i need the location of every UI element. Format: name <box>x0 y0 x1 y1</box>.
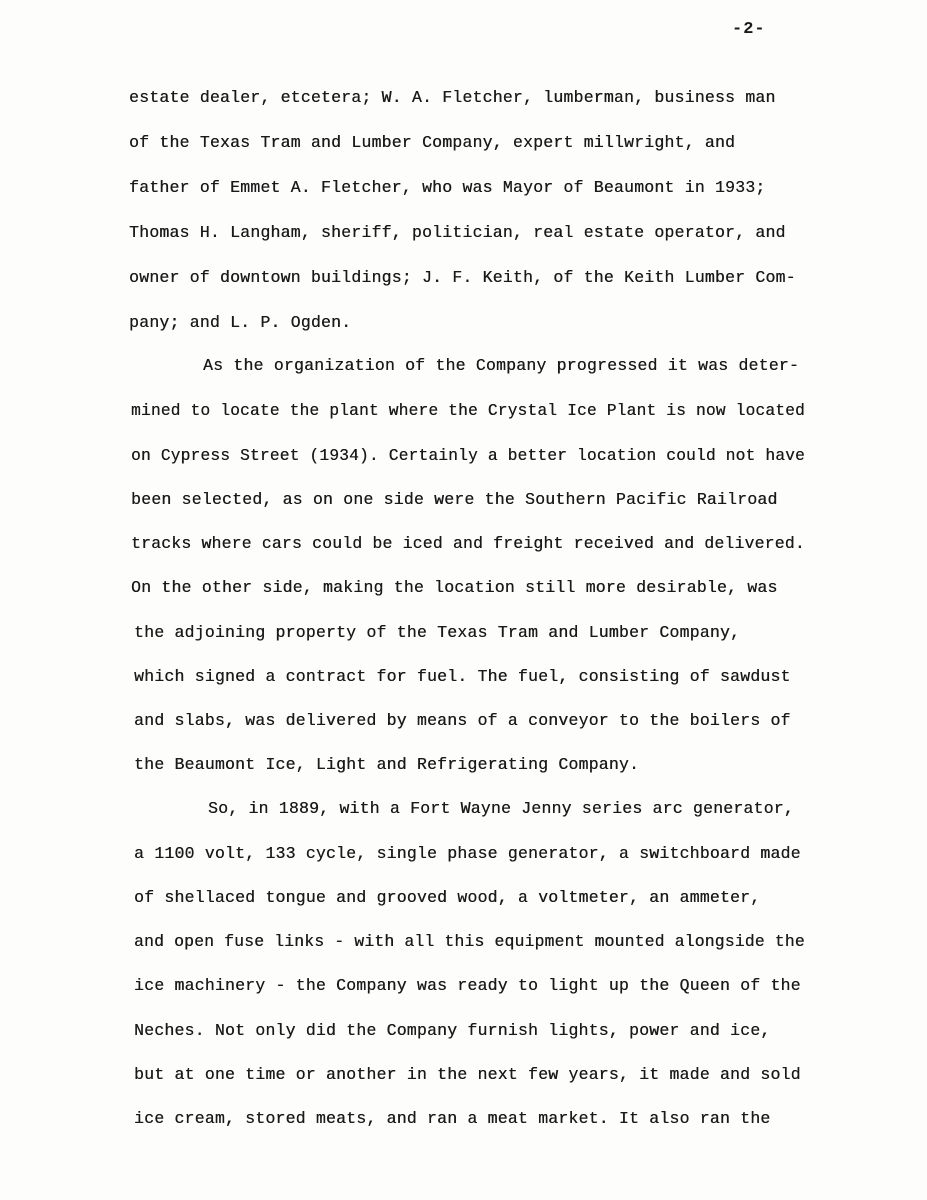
text-line: Neches. Not only did the Company furnish lights, power and ice, <box>134 1021 771 1040</box>
text-line: mined to locate the plant where the Crystal Ice Plant is now located <box>131 401 805 420</box>
page-number: -2- <box>732 20 766 39</box>
text-line: which signed a contract for fuel. The fuel, consisting of sawdust <box>134 667 791 686</box>
text-line: the adjoining property of the Texas Tram and Lumber Company, <box>134 623 741 642</box>
text-line: of the Texas Tram and Lumber Company, expert millwright, and <box>129 133 736 152</box>
text-line: So, in 1889, with a Fort Wayne Jenny series arc generator, <box>208 799 794 818</box>
text-line: owner of downtown buildings; J. F. Keith, of the Keith Lumber Com- <box>129 268 796 287</box>
text-line: the Beaumont Ice, Light and Refrigerating Company. <box>134 755 640 774</box>
text-line: ice cream, stored meats, and ran a meat market. It also ran the <box>134 1109 771 1128</box>
text-line: of shellaced tongue and grooved wood, a voltmeter, an ammeter, <box>134 888 761 907</box>
text-line: but at one time or another in the next few years, it made and sold <box>134 1065 801 1084</box>
text-line: tracks where cars could be iced and freight received and delivered. <box>131 534 805 553</box>
text-line: on Cypress Street (1934). Certainly a better location could not have <box>131 446 805 465</box>
text-line: Thomas H. Langham, sheriff, politician, real estate operator, and <box>129 223 786 242</box>
text-line: ice machinery - the Company was ready to light up the Queen of the <box>134 976 801 995</box>
text-line: been selected, as on one side were the Southern Pacific Railroad <box>131 490 778 509</box>
text-line: estate dealer, etcetera; W. A. Fletcher, lumberman, business man <box>129 88 776 107</box>
text-line: pany; and L. P. Ogden. <box>129 313 352 332</box>
text-line: On the other side, making the location still more desirable, was <box>131 578 778 597</box>
text-line: a 1100 volt, 133 cycle, single phase generator, a switchboard made <box>134 844 801 863</box>
text-line: father of Emmet A. Fletcher, who was Mayor of Beaumont in 1933; <box>129 178 766 197</box>
text-line: and slabs, was delivered by means of a conveyor to the boilers of <box>134 711 791 730</box>
text-line: As the organization of the Company progressed it was deter- <box>203 356 799 375</box>
text-line: and open fuse links - with all this equipment mounted alongside the <box>134 932 805 951</box>
